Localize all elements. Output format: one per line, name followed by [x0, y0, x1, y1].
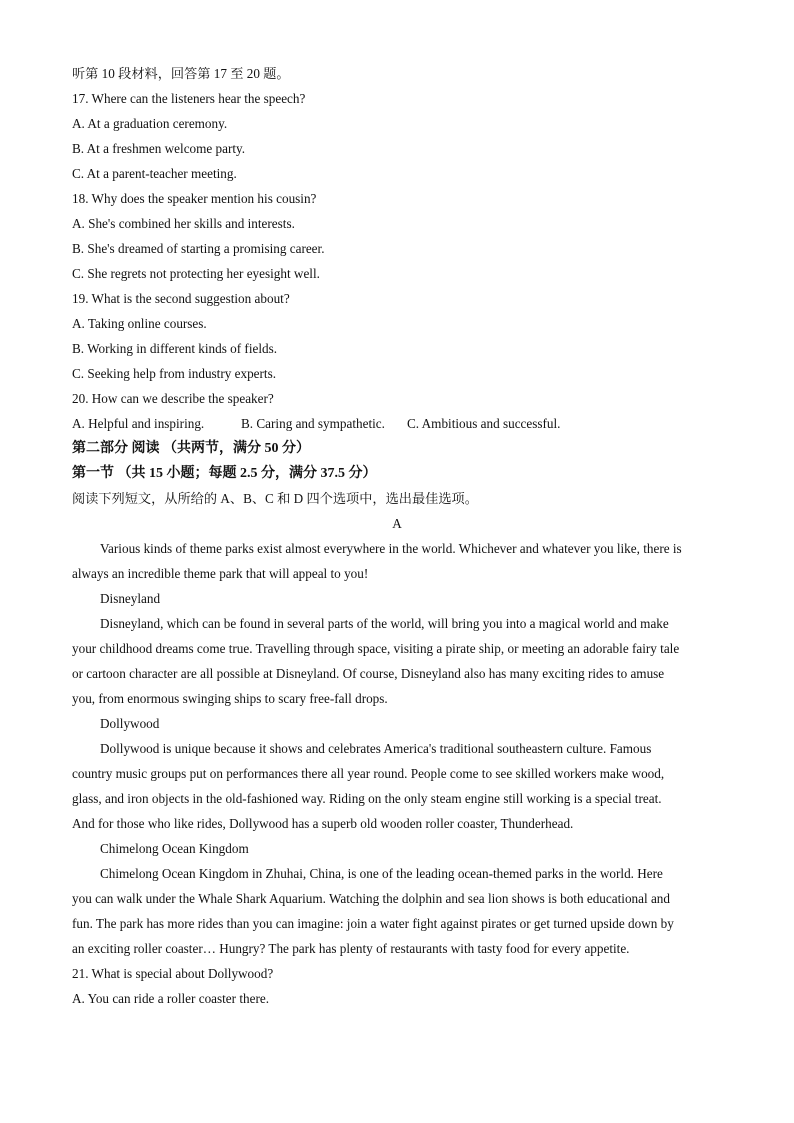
question-17-option-a: A. At a graduation ceremony.	[72, 116, 228, 131]
question-17-stem: 17. Where can the listeners hear the speech?	[72, 91, 306, 106]
dollywood-heading: Dollywood	[100, 716, 160, 731]
question-21-option-a: A. You can ride a roller coaster there.	[72, 991, 270, 1006]
chimelong-line: fun. The park has more rides than you can imagine: join a water fight against pirates or get turned upside down by	[72, 916, 674, 931]
dollywood-line: country music groups put on performances there all year round. People come to see skilled workers make wood,	[72, 766, 665, 781]
chimelong-line: Chimelong Ocean Kingdom in Zhuhai, China, is one of the leading ocean-themed parks in the world. Here	[100, 866, 663, 881]
question-17-option-b: B. At a freshmen welcome party.	[72, 141, 246, 156]
question-20-option-c: C. Ambitious and successful.	[407, 416, 561, 431]
disneyland-line: your childhood dreams come true. Travelling through space, visiting a pirate ship, or meeting an adorable fairy tale	[72, 641, 680, 656]
section-one-title: 第一节 （共 15 小题；每题 2.5 分，满分 37.5 分）	[72, 466, 377, 481]
dollywood-line: Dollywood is unique because it shows and celebrates America's traditional southeastern culture. Famous	[100, 741, 652, 756]
passage-label: A	[392, 516, 402, 531]
listening-intro: 听第 10 段材料，回答第 17 至 20 题。	[72, 66, 290, 81]
question-21-stem: 21. What is special about Dollywood?	[72, 966, 274, 981]
question-18-stem: 18. Why does the speaker mention his cousin?	[72, 191, 317, 206]
chimelong-line: an exciting roller coaster… Hungry? The park has plenty of restaurants with tasty food for every appetite.	[72, 941, 630, 956]
question-20-options	[72, 411, 722, 436]
disneyland-heading: Disneyland	[100, 591, 161, 606]
exam-page	[72, 61, 722, 1011]
intro-line: Various kinds of theme parks exist almost everywhere in the world. Whichever and whatever you like, there is	[100, 541, 682, 556]
dollywood-line: glass, and iron objects in the old-fashioned way. Riding on the only steam engine still working is a special treat.	[72, 791, 662, 806]
question-18-option-b: B. She's dreamed of starting a promising career.	[72, 241, 325, 256]
part-two-title: 第二部分 阅读 （共两节，满分 50 分）	[72, 441, 310, 456]
question-17-option-c: C. At a parent-teacher meeting.	[72, 166, 237, 181]
reading-instruction: 阅读下列短文，从所给的 A、B、C 和 D 四个选项中，选出最佳选项。	[72, 491, 478, 506]
question-18-option-a: A. She's combined her skills and interests.	[72, 216, 295, 231]
intro-line: always an incredible theme park that will appeal to you!	[72, 566, 369, 581]
chimelong-heading: Chimelong Ocean Kingdom	[100, 841, 249, 856]
question-20-option-a: A. Helpful and inspiring.	[72, 416, 205, 431]
question-19-option-c: C. Seeking help from industry experts.	[72, 366, 277, 381]
question-20-option-b: B. Caring and sympathetic.	[241, 416, 385, 431]
question-18-option-c: C. She regrets not protecting her eyesight well.	[72, 266, 320, 281]
disneyland-line: Disneyland, which can be found in several parts of the world, will bring you into a magical world and make	[100, 616, 669, 631]
question-19-option-b: B. Working in different kinds of fields.	[72, 341, 278, 356]
dollywood-line: And for those who like rides, Dollywood has a superb old wooden roller coaster, Thunderhead.	[72, 816, 574, 831]
question-19-option-a: A. Taking online courses.	[72, 316, 207, 331]
chimelong-line: you can walk under the Whale Shark Aquarium. Watching the dolphin and sea lion shows is both educational and	[72, 891, 670, 906]
disneyland-line: or cartoon character are all possible at Disneyland. Of course, Disneyland also has many exciting rides to amuse	[72, 666, 665, 681]
question-19-stem: 19. What is the second suggestion about?	[72, 291, 290, 306]
question-20-stem: 20. How can we describe the speaker?	[72, 391, 274, 406]
disneyland-line: you, from enormous swinging ships to scary free-fall drops.	[72, 691, 388, 706]
